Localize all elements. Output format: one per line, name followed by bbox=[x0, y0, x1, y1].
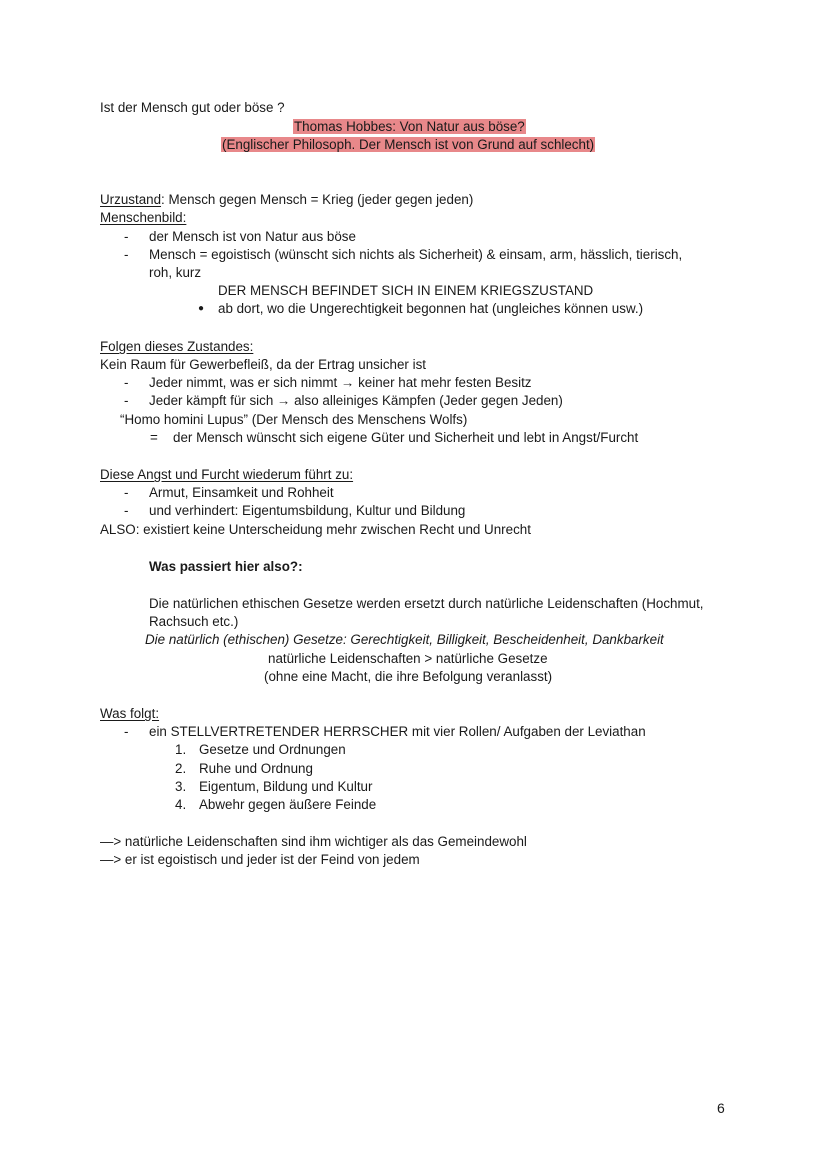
folgen-item-1: Jeder nimmt, was er sich nimmt → keiner hat mehr festen Besitz bbox=[149, 375, 532, 390]
folgen-equals-text: der Mensch wünscht sich eigene Güter und Sicherheit und lebt in Angst/Furcht bbox=[173, 430, 639, 445]
leviathan-role-2: Ruhe und Ordnung bbox=[199, 761, 313, 776]
angst-item-1: Armut, Einsamkeit und Rohheit bbox=[149, 485, 334, 500]
urzustand-line bbox=[100, 191, 473, 209]
number-marker: 2. bbox=[175, 761, 187, 776]
passiert-text-1: Die natürlichen ethischen Gesetze werden ersetzt durch natürliche Leidenschaften (Hochmut, bbox=[149, 596, 704, 611]
equals-marker: = bbox=[150, 430, 158, 445]
folgt-heading: Was folgt: bbox=[100, 706, 160, 721]
angst-item-2: und verhindert: Eigentumsbildung, Kultur und Bildung bbox=[149, 503, 466, 518]
urzustand-text: : Mensch gegen Mensch = Krieg (jeder gegen jeden) bbox=[161, 192, 474, 207]
hobbes-highlight-line-2 bbox=[221, 136, 595, 154]
leviathan-role-4: Abwehr gegen äußere Feinde bbox=[199, 797, 377, 812]
bullet-icon: ● bbox=[198, 303, 205, 314]
passiert-text-2: Rachsuch etc.) bbox=[149, 614, 239, 629]
also-line: ALSO: existiert keine Unterscheidung mehr zwischen Recht und Unrecht bbox=[100, 522, 531, 537]
page-question: Ist der Mensch gut oder böse ? bbox=[100, 100, 285, 115]
hobbes-line-1: Thomas Hobbes: Von Natur aus böse? bbox=[294, 119, 525, 134]
number-marker: 4. bbox=[175, 797, 187, 812]
leviathan-role-3: Eigentum, Bildung und Kultur bbox=[199, 779, 373, 794]
menschenbild-item-2: Mensch = egoistisch (wünscht sich nichts als Sicherheit) & einsam, arm, hässlich, tierisch, bbox=[149, 247, 683, 262]
dash-marker: - bbox=[124, 724, 129, 739]
ohne-macht-note: (ohne eine Macht, die ihre Befolgung veranlasst) bbox=[264, 669, 553, 684]
kriegszustand-caps: DER MENSCH BEFINDET SICH IN EINEM KRIEGSZUSTAND bbox=[218, 283, 594, 298]
hobbes-line-2: (Englischer Philosoph. Der Mensch ist von Grund auf schlecht) bbox=[222, 137, 595, 152]
menschenbild-item-2-cont: roh, kurz bbox=[149, 265, 202, 280]
hobbes-highlight-line-1 bbox=[293, 118, 526, 136]
ethische-gesetze-italic: Die natürlich (ethischen) Gesetze: Gerechtigkeit, Billigkeit, Bescheidenheit, Dankbarkeit bbox=[145, 632, 664, 647]
menschenbild-bullet: ab dort, wo die Ungerechtigkeit begonnen hat (ungleiches können usw.) bbox=[218, 301, 644, 316]
dash-marker: - bbox=[124, 375, 129, 390]
leidenschaften-vs-gesetze: natürliche Leidenschaften > natürliche Gesetze bbox=[268, 651, 548, 666]
conclusion-line-2: —> er ist egoistisch und jeder ist der Feind von jedem bbox=[100, 852, 420, 867]
folgen-item-2: Jeder kämpft für sich → also alleiniges Kämpfen (Jeder gegen Jeden) bbox=[149, 393, 563, 408]
folgen-intro: Kein Raum für Gewerbefleiß, da der Ertrag unsicher ist bbox=[100, 357, 426, 372]
leviathan-role-1: Gesetze und Ordnungen bbox=[199, 742, 346, 757]
number-marker: 3. bbox=[175, 779, 187, 794]
dash-marker: - bbox=[124, 229, 129, 244]
page-number: 6 bbox=[717, 1100, 725, 1116]
conclusion-line-1: —> natürliche Leidenschaften sind ihm wichtiger als das Gemeindewohl bbox=[100, 834, 527, 849]
dash-marker: - bbox=[124, 247, 129, 262]
urzustand-label: Urzustand bbox=[100, 192, 162, 207]
number-marker: 1. bbox=[175, 742, 187, 757]
dash-marker: - bbox=[124, 393, 129, 408]
passiert-question: Was passiert hier also?: bbox=[149, 559, 303, 574]
folgt-item: ein STELLVERTRETENDER HERRSCHER mit vier Rollen/ Aufgaben der Leviathan bbox=[149, 724, 646, 739]
dash-marker: - bbox=[124, 485, 129, 500]
folgen-heading: Folgen dieses Zustandes: bbox=[100, 339, 254, 354]
homo-homini-lupus-quote: “Homo homini Lupus” (Der Mensch des Menschens Wolfs) bbox=[120, 412, 468, 427]
menschenbild-item-1: der Mensch ist von Natur aus böse bbox=[149, 229, 356, 244]
angst-heading: Diese Angst und Furcht wiederum führt zu: bbox=[100, 467, 354, 482]
dash-marker: - bbox=[124, 503, 129, 518]
menschenbild-heading: Menschenbild: bbox=[100, 210, 187, 225]
